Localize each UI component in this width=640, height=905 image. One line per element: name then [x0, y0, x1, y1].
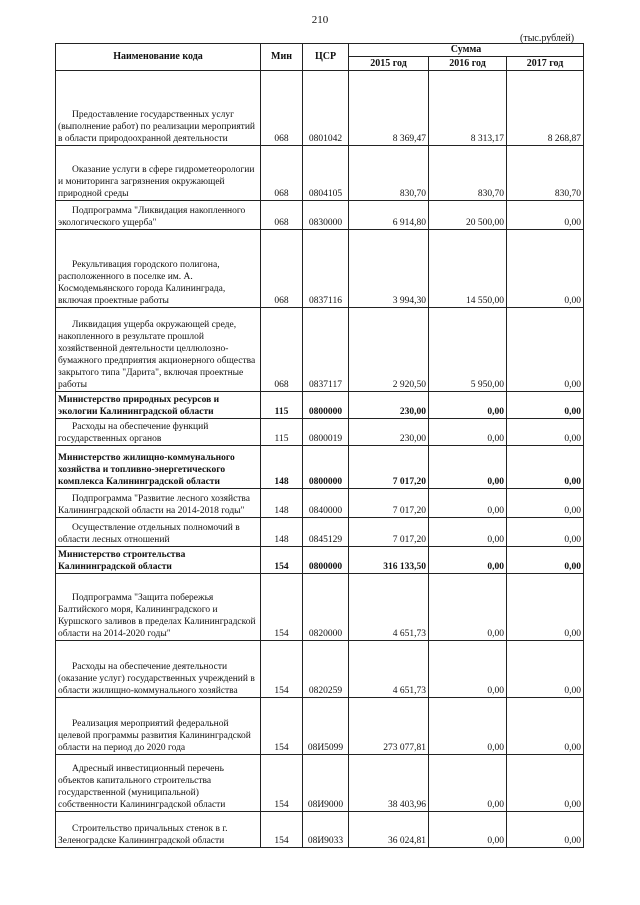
table-row [56, 308, 584, 392]
row-min: 154 [261, 641, 303, 698]
row-name [56, 201, 261, 230]
row-name [56, 446, 261, 489]
page-number: 210 [311, 14, 329, 26]
row-name [56, 812, 261, 848]
row-2016: 0,00 [429, 641, 507, 698]
table-row [56, 71, 584, 146]
row-2017: 0,00 [507, 641, 584, 698]
row-csr: 0837117 [303, 308, 349, 392]
row-name [56, 308, 261, 392]
row-name-text: Адресный инвестиционный перечень объектов капитального строительства государственной (муниципальной) собственности Калининградской области [58, 764, 226, 810]
row-min: 068 [261, 71, 303, 146]
row-name-text: Подпрограмма "Ликвидация накопленного экологического ущерба" [58, 206, 246, 228]
row-name [56, 71, 261, 146]
row-csr: 0840000 [303, 489, 349, 518]
row-name-text: Расходы на обеспечение функций государственных органов [58, 422, 209, 444]
row-2015: 7 017,20 [349, 489, 429, 518]
row-2015: 4 651,73 [349, 574, 429, 641]
row-min: 068 [261, 230, 303, 308]
row-min: 115 [261, 419, 303, 446]
header-sum: Сумма [349, 44, 584, 57]
header-2015: 2015 год [349, 57, 429, 71]
header-name: Наименование кода [56, 44, 261, 71]
row-name-text: Предоставление государственных услуг (выполнение работ) по реализации мероприятий в области природоохранной деятельности [58, 110, 256, 144]
row-2015: 2 920,50 [349, 308, 429, 392]
row-2016: 5 950,00 [429, 308, 507, 392]
row-min: 068 [261, 146, 303, 201]
row-2016: 14 550,00 [429, 230, 507, 308]
row-name-text: Расходы на обеспечение деятельности (оказание услуг) государственных учреждений в области жилищно-коммунального хозяйства [58, 662, 255, 696]
row-name-text: Министерство строительства Калининградской области [58, 550, 186, 572]
table-row [56, 446, 584, 489]
row-2017: 0,00 [507, 812, 584, 848]
row-2017: 0,00 [507, 698, 584, 755]
row-min: 068 [261, 201, 303, 230]
row-2016: 0,00 [429, 518, 507, 547]
row-2015: 4 651,73 [349, 641, 429, 698]
row-2017: 0,00 [507, 489, 584, 518]
row-name [56, 230, 261, 308]
table-row [56, 547, 584, 574]
row-2015: 316 133,50 [349, 547, 429, 574]
row-2016: 0,00 [429, 489, 507, 518]
row-2017: 0,00 [507, 755, 584, 812]
row-name-text: Министерство природных ресурсов и экологии Калининградской области [58, 395, 220, 417]
row-csr: 0800000 [303, 547, 349, 574]
row-2017: 0,00 [507, 574, 584, 641]
header-2017: 2017 год [507, 57, 584, 71]
budget-table [55, 43, 584, 848]
row-min: 148 [261, 489, 303, 518]
row-2015: 830,70 [349, 146, 429, 201]
row-min: 154 [261, 547, 303, 574]
table-row [56, 392, 584, 419]
row-2017: 0,00 [507, 392, 584, 419]
row-min: 154 [261, 574, 303, 641]
row-2016: 830,70 [429, 146, 507, 201]
row-2016: 0,00 [429, 812, 507, 848]
row-name [56, 518, 261, 547]
row-name [56, 698, 261, 755]
row-2017: 0,00 [507, 201, 584, 230]
row-min: 148 [261, 446, 303, 489]
table-row [56, 698, 584, 755]
row-csr: 08И9033 [303, 812, 349, 848]
row-2016: 20 500,00 [429, 201, 507, 230]
table-row [56, 755, 584, 812]
row-name-text: Рекультивация городского полигона, расположенного в поселке им. А. Космодемьянского города Калининграда, включая проектные работы [58, 260, 226, 306]
header-csr: ЦСР [303, 44, 349, 71]
row-name-text: Осуществление отдельных полномочий в области лесных отношений [58, 523, 240, 545]
row-csr: 0820259 [303, 641, 349, 698]
row-2017: 0,00 [507, 446, 584, 489]
row-min: 154 [261, 698, 303, 755]
row-min: 148 [261, 518, 303, 547]
row-min: 068 [261, 308, 303, 392]
header-min: Мин [261, 44, 303, 71]
row-2016: 0,00 [429, 755, 507, 812]
row-csr: 0800000 [303, 392, 349, 419]
row-name-text: Строительство причальных стенок в г. Зеленоградске Калининградской области [58, 824, 228, 846]
row-name [56, 146, 261, 201]
row-name [56, 392, 261, 419]
row-csr: 0804105 [303, 146, 349, 201]
row-name [56, 755, 261, 812]
row-2015: 230,00 [349, 419, 429, 446]
row-csr: 0830000 [303, 201, 349, 230]
row-csr: 08И9000 [303, 755, 349, 812]
table-row [56, 146, 584, 201]
row-2015: 230,00 [349, 392, 429, 419]
row-2017: 830,70 [507, 146, 584, 201]
row-2017: 8 268,87 [507, 71, 584, 146]
row-csr: 0800000 [303, 446, 349, 489]
row-csr: 0800019 [303, 419, 349, 446]
table-row [56, 489, 584, 518]
row-2015: 273 077,81 [349, 698, 429, 755]
row-2015: 38 403,96 [349, 755, 429, 812]
row-2015: 6 914,80 [349, 201, 429, 230]
row-name-text: Министерство жилищно-коммунального хозяйства и топливно-энергетического комплекса Калининградской области [58, 453, 235, 487]
row-2017: 0,00 [507, 547, 584, 574]
row-2015: 3 994,30 [349, 230, 429, 308]
row-2016: 8 313,17 [429, 71, 507, 146]
row-min: 154 [261, 812, 303, 848]
row-2016: 0,00 [429, 446, 507, 489]
units-label: (тыс.рублей) [520, 33, 575, 44]
header-2016: 2016 год [429, 57, 507, 71]
row-csr: 0845129 [303, 518, 349, 547]
row-min: 154 [261, 755, 303, 812]
row-2016: 0,00 [429, 419, 507, 446]
row-name [56, 574, 261, 641]
row-2015: 7 017,20 [349, 518, 429, 547]
row-name [56, 489, 261, 518]
row-2015: 7 017,20 [349, 446, 429, 489]
row-name-text: Подпрограмма "Развитие лесного хозяйства Калининградской области на 2014-2018 годы" [58, 494, 251, 516]
table-row [56, 419, 584, 446]
table-row [56, 812, 584, 848]
row-2017: 0,00 [507, 230, 584, 308]
row-2016: 0,00 [429, 392, 507, 419]
row-2017: 0,00 [507, 518, 584, 547]
table-row [56, 641, 584, 698]
row-2015: 8 369,47 [349, 71, 429, 146]
row-csr: 0837116 [303, 230, 349, 308]
row-name-text: Реализация мероприятий федеральной целевой программы развития Калининградской области на период до 2020 года [58, 719, 251, 753]
row-2015: 36 024,81 [349, 812, 429, 848]
row-name [56, 419, 261, 446]
row-name-text: Подпрограмма "Защита побережья Балтийского моря, Калининградского и Куршского заливов в пределах Калининградской области на 2014-2020 годы" [58, 593, 256, 639]
row-name [56, 641, 261, 698]
row-csr: 0801042 [303, 71, 349, 146]
row-2016: 0,00 [429, 574, 507, 641]
table-row [56, 518, 584, 547]
row-2016: 0,00 [429, 547, 507, 574]
table-row [56, 230, 584, 308]
row-min: 115 [261, 392, 303, 419]
row-2017: 0,00 [507, 308, 584, 392]
row-name [56, 547, 261, 574]
row-2016: 0,00 [429, 698, 507, 755]
table-row [56, 201, 584, 230]
row-name-text: Ликвидация ущерба окружающей среде, накопленного в результате прошлой хозяйственной деятельности целлюлозно-бумажного предприятия акционерного общества закрытого типа "Дарита", включая проектные работы [58, 320, 256, 390]
row-csr: 0820000 [303, 574, 349, 641]
row-2017: 0,00 [507, 419, 584, 446]
table-row [56, 574, 584, 641]
row-csr: 08И5099 [303, 698, 349, 755]
row-name-text: Оказание услуги в сфере гидрометеорологии и мониторинга загрязнения окружающей природной среды [58, 165, 255, 199]
